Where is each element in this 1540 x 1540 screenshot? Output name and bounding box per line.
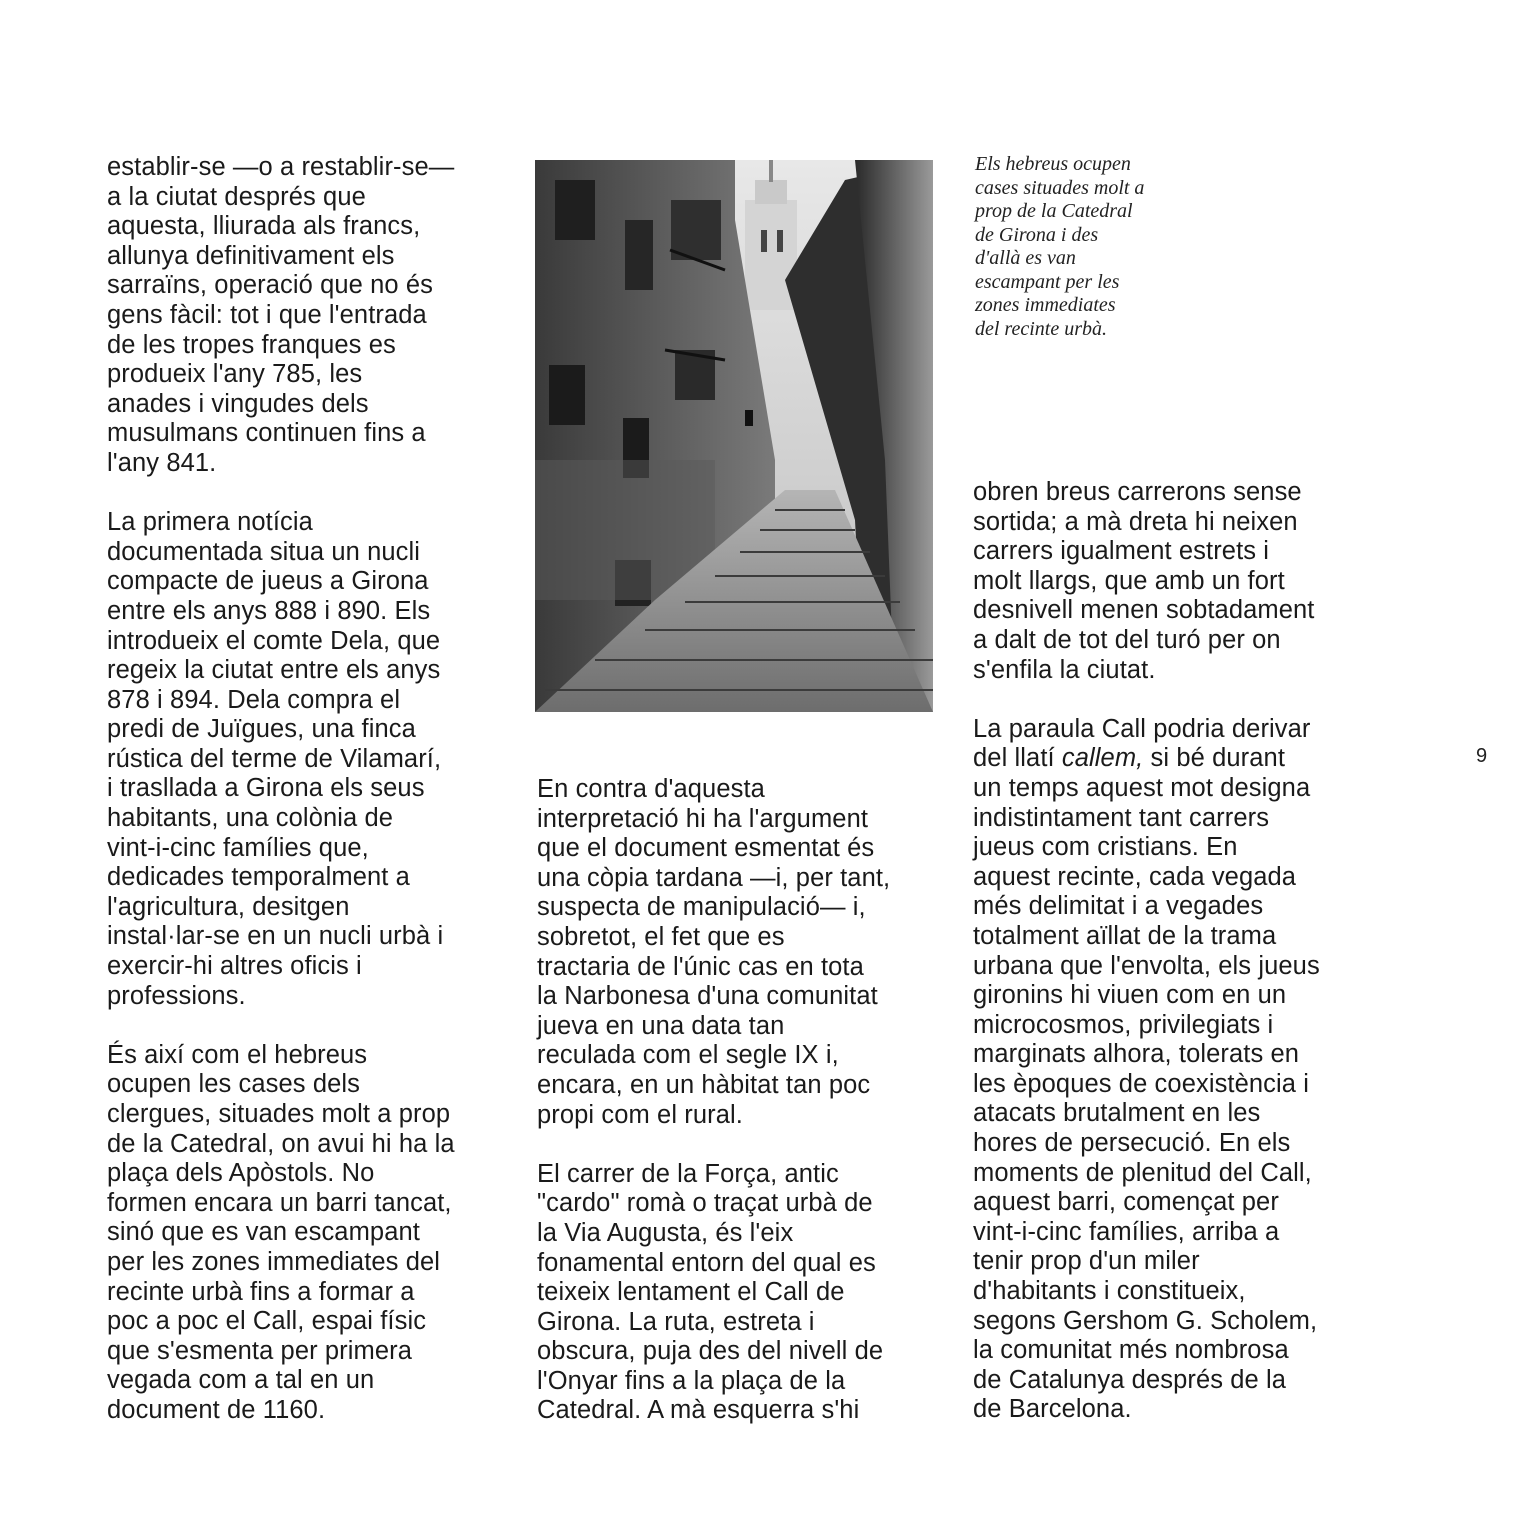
- text-line: regeix la ciutat entre els anys: [107, 656, 441, 685]
- text-line: de Girona i des: [975, 223, 1099, 246]
- text-line: En contra d'aquesta: [537, 775, 765, 803]
- text-line: clergues, situades molt a prop: [107, 1100, 451, 1128]
- text-line: anades i vingudes dels: [107, 389, 369, 418]
- text-line: El carrer de la Força, antic: [537, 1159, 839, 1188]
- text-line: reculada com el segle IX i,: [537, 1041, 839, 1070]
- text-line: la Narbonesa d'una comunitat: [537, 982, 878, 1011]
- paragraph: [973, 478, 1373, 685]
- text-line: allunya definitivament els: [107, 241, 395, 270]
- text-line: l'any 841.: [107, 448, 217, 477]
- text-line: poc a poc el Call, espai físic: [107, 1307, 427, 1336]
- text-line: aquest barri, començat per: [973, 1188, 1279, 1217]
- text-line: de la Catedral, on avui hi ha la: [107, 1129, 455, 1158]
- text-line: predi de Juïgues, una finca: [107, 715, 416, 744]
- text-line: segons Gershom G. Scholem,: [973, 1306, 1318, 1335]
- text-line: d'habitants i constitueix,: [973, 1277, 1246, 1306]
- text-line: atacats brutalment en les: [973, 1099, 1261, 1128]
- text-line: indistintament tant carrers: [973, 803, 1270, 832]
- text-line: És així com el hebreus: [107, 1040, 368, 1069]
- text-line: ocupen les cases dels: [107, 1070, 361, 1099]
- text-line: exercir-hi altres oficis i: [107, 952, 362, 981]
- paragraph: [107, 1041, 507, 1426]
- text-line: que el document esmentat és: [537, 834, 875, 863]
- text-line: recinte urbà fins a formar a: [107, 1277, 415, 1306]
- text-line: sobretot, el fet que es: [537, 922, 785, 951]
- text-line: carrers igualment estrets i: [973, 537, 1270, 566]
- text-line: més delimitat i a vegades: [973, 892, 1264, 921]
- paragraph: [107, 508, 507, 1011]
- text-line: dedicades temporalment a: [107, 863, 410, 892]
- paragraph-continuation: [973, 774, 1373, 1425]
- text-line: suspecta de manipulació— i,: [537, 893, 866, 922]
- text-line: "cardo" romà o traçat urbà de: [537, 1189, 873, 1218]
- text-line: l'agricultura, desitgen: [107, 892, 350, 921]
- text-line: de Barcelona.: [973, 1395, 1132, 1424]
- text-line: habitants, una colònia de: [107, 804, 394, 833]
- text-line: desnivell menen sobtadament: [973, 596, 1315, 625]
- text-column-1: [107, 153, 507, 1455]
- text-line: instal·lar-se en un nucli urbà i: [107, 922, 444, 951]
- text-line: vint-i-cinc famílies, arriba a: [973, 1217, 1280, 1246]
- text-line: encara, en un hàbitat tan poc: [537, 1070, 871, 1099]
- text-column-2: [537, 775, 937, 1456]
- text-line: rústica del terme de Vilamarí,: [107, 744, 442, 773]
- text-line: l'Onyar fins a la plaça de la: [537, 1366, 846, 1395]
- text-line: a dalt de tot del turó per on: [973, 625, 1281, 654]
- text-line: marginats alhora, tolerats en: [973, 1040, 1300, 1069]
- latin-term: callem,: [1061, 744, 1144, 773]
- paragraph: [537, 775, 937, 1130]
- text-line: propi com el rural.: [537, 1100, 743, 1129]
- text-line: produeix l'any 785, les: [107, 360, 363, 389]
- text-line: jueus com cristians. En: [973, 833, 1238, 862]
- text-line: sarraïns, operació que no és: [107, 271, 433, 300]
- text-line: formen encara un barri tancat,: [107, 1188, 452, 1217]
- text-line: sortida; a mà dreta hi neixen: [973, 507, 1298, 536]
- text-line: jueva en una data tan: [537, 1011, 785, 1040]
- text-line: 878 i 894. Dela compra el: [107, 685, 401, 714]
- text-line: moments de plenitud del Call,: [973, 1158, 1312, 1187]
- text-line: Catedral. A mà esquerra s'hi: [537, 1396, 860, 1425]
- text-fragment: si bé durant: [1143, 744, 1286, 773]
- text-line: molt llargs, que amb un fort: [973, 566, 1285, 595]
- text-line: i trasllada a Girona els seus: [107, 774, 425, 803]
- text-line: s'enfila la ciutat.: [973, 655, 1156, 684]
- text-line: Els hebreus ocupen: [975, 153, 1131, 175]
- text-line: tenir prop d'un miler: [973, 1247, 1200, 1276]
- paragraph: [537, 1160, 937, 1426]
- text-line: document de 1160.: [107, 1395, 326, 1424]
- text-line: documentada situa un nucli: [107, 537, 421, 566]
- text-line: entre els anys 888 i 890. Els: [107, 596, 431, 625]
- text-line: de les tropes franques es: [107, 330, 396, 359]
- paragraph: [107, 153, 507, 479]
- text-line: compacte de jueus a Girona: [107, 567, 429, 596]
- text-line: gironins hi viuen com en un: [973, 981, 1287, 1010]
- text-line: La paraula Call podria derivar: [973, 714, 1311, 743]
- text-line: vint-i-cinc famílies que,: [107, 833, 369, 862]
- text-line: aquest recinte, cada vegada: [973, 862, 1297, 891]
- text-line: [973, 744, 1373, 774]
- text-line: cases situades molt a: [975, 176, 1145, 199]
- text-line: gens fàcil: tot i que l'entrada: [107, 300, 427, 329]
- text-line: vegada com a tal en un: [107, 1366, 375, 1395]
- text-line: obren breus carrerons sense: [973, 478, 1302, 506]
- text-line: microcosmos, privilegiats i: [973, 1010, 1274, 1039]
- text-line: sinó que es van escampant: [107, 1218, 420, 1247]
- text-line: introdueix el comte Dela, que: [107, 626, 441, 655]
- text-fragment: del llatí: [973, 744, 1062, 773]
- text-line: prop de la Catedral: [975, 200, 1133, 222]
- text-line: obscura, puja des del nivell de: [537, 1337, 884, 1366]
- text-line: la Via Augusta, és l'eix: [537, 1218, 794, 1247]
- text-line: una còpia tardana —i, per tant,: [537, 863, 891, 892]
- text-line: plaça dels Apòstols. No: [107, 1159, 375, 1188]
- text-line: aquesta, lliurada als francs,: [107, 212, 421, 241]
- text-line: d'allà es van: [975, 247, 1076, 269]
- text-column-3: [973, 478, 1373, 1455]
- text-line: per les zones immediates del: [107, 1247, 441, 1276]
- text-line: urbana que l'envolta, els jueus: [973, 951, 1320, 980]
- page-number: 9: [1476, 745, 1488, 767]
- photo-carrer-de-la-forca: [535, 160, 933, 712]
- text-line: interpretació hi ha l'argument: [537, 804, 869, 833]
- text-line: que s'esmenta per primera: [107, 1336, 413, 1365]
- text-line: teixeix lentament el Call de: [537, 1278, 845, 1307]
- photo-caption: [975, 153, 1205, 341]
- text-line: escampant per les: [975, 270, 1120, 293]
- text-line: establir-se —o a restablir-se—: [107, 153, 455, 181]
- text-line: musulmans continuen fins a: [107, 419, 426, 448]
- text-line: del recinte urbà.: [975, 317, 1108, 340]
- text-line: tractaria de l'únic cas en tota: [537, 952, 864, 981]
- text-line: zones immediates: [975, 294, 1116, 316]
- text-line: totalment aïllat de la trama: [973, 921, 1277, 950]
- text-line: la comunitat més nombrosa: [973, 1336, 1289, 1365]
- text-line: Girona. La ruta, estreta i: [537, 1307, 815, 1336]
- text-line: de Catalunya després de la: [973, 1365, 1287, 1394]
- text-line: les èpoques de coexistència i: [973, 1069, 1310, 1098]
- text-line: un temps aquest mot designa: [973, 773, 1311, 802]
- text-line: fonamental entorn del qual es: [537, 1248, 876, 1277]
- text-line: a la ciutat després que: [107, 182, 366, 211]
- text-line: hores de persecució. En els: [973, 1129, 1291, 1158]
- text-line: La primera notícia: [107, 508, 313, 537]
- text-line: professions.: [107, 981, 246, 1010]
- paragraph: [973, 715, 1373, 1425]
